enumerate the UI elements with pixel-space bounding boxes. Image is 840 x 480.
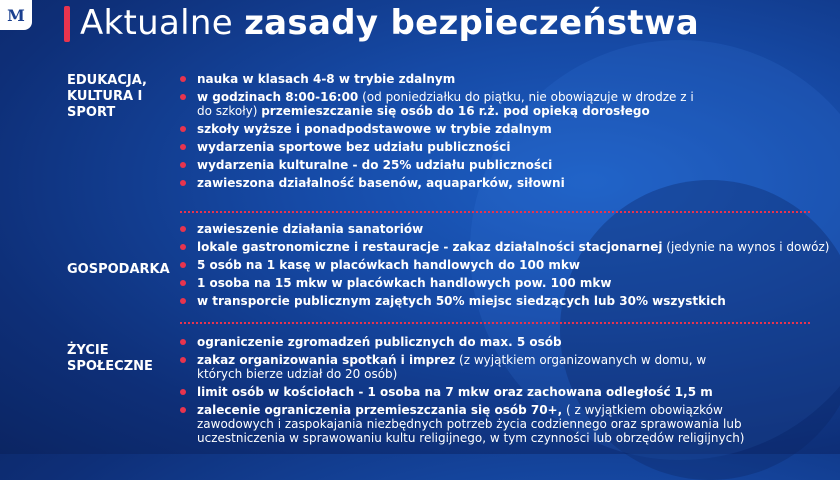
rules-list [180, 72, 840, 194]
category-label: GOSPODARKA [67, 262, 170, 277]
bullet-icon [180, 407, 186, 413]
bullet-icon [180, 357, 186, 363]
list-item: w transporcie publicznym zajętych 50% miejsc siedzących lub 30% wszystkich [180, 294, 840, 308]
list-item: wydarzenia sportowe bez udziału publiczności [180, 140, 840, 154]
list-item: 1 osoba na 15 mkw w placówkach handlowych pow. 100 mkw [180, 276, 840, 290]
bullet-icon [180, 76, 186, 82]
bullet-icon [180, 226, 186, 232]
rules-list [180, 222, 840, 312]
list-item: limit osób w kościołach - 1 osoba na 7 mkw oraz zachowana odległość 1,5 m [180, 385, 840, 399]
bullet-icon [180, 94, 186, 100]
bullet-icon [180, 126, 186, 132]
list-item: wydarzenia kulturalne - do 25% udziału publiczności [180, 158, 840, 172]
bullet-icon [180, 298, 186, 304]
section-divider [180, 322, 810, 324]
category-label: ŻYCIE SPOŁECZNE [67, 343, 153, 374]
rules-list [180, 335, 840, 449]
list-item: w godzinach 8:00-16:00 (od poniedziałku do piątku, nie obowiązuje w drodze z i do szkoły) przemieszczanie się osób do 16 r.ż. pod opieką dorosłego [180, 90, 707, 118]
list-item: 5 osób na 1 kasę w placówkach handlowych do 100 mkw [180, 258, 840, 272]
list-item: ograniczenie zgromadzeń publicznych do max. 5 osób [180, 335, 840, 349]
bullet-icon [180, 262, 186, 268]
logo: M [0, 0, 32, 30]
bullet-icon [180, 339, 186, 345]
category-label: EDUKACJA, KULTURA I SPORT [67, 73, 147, 120]
title-light: Aktualne [80, 3, 245, 43]
list-item: zakaz organizowania spotkań i imprez (z wyjątkiem organizowanych w domu, w których bierze udział do 20 osób) [180, 353, 737, 381]
section-divider [180, 211, 810, 213]
bullet-icon [180, 144, 186, 150]
bullet-icon [180, 244, 186, 250]
list-item: zawieszenie działania sanatoriów [180, 222, 840, 236]
list-item: nauka w klasach 4-8 w trybie zdalnym [180, 72, 840, 86]
bullet-icon [180, 389, 186, 395]
list-item: szkoły wyższe i ponadpodstawowe w trybie zdalnym [180, 122, 840, 136]
list-item: zawieszona działalność basenów, aquaparków, siłowni [180, 176, 840, 190]
page-title [80, 0, 699, 46]
title-bold: zasady bezpieczeństwa [244, 3, 699, 43]
list-item: lokale gastronomiczne i restauracje - zakaz działalności stacjonarnej (jedynie na wynos i dowóz) [180, 240, 840, 254]
bullet-icon [180, 162, 186, 168]
title-accent-bar [64, 6, 70, 42]
list-item: zalecenie ograniczenia przemieszczania się osób 70+, ( z wyjątkiem obowiązków zawodowych i zaspokajania niezbędnych potrzeb życia codziennego oraz sprawowania lub uczestniczenia w sprawowaniu kultu religijnego, w tym czynności lub obrzędów religijnych) [180, 403, 797, 445]
bullet-icon [180, 180, 186, 186]
bullet-icon [180, 280, 186, 286]
